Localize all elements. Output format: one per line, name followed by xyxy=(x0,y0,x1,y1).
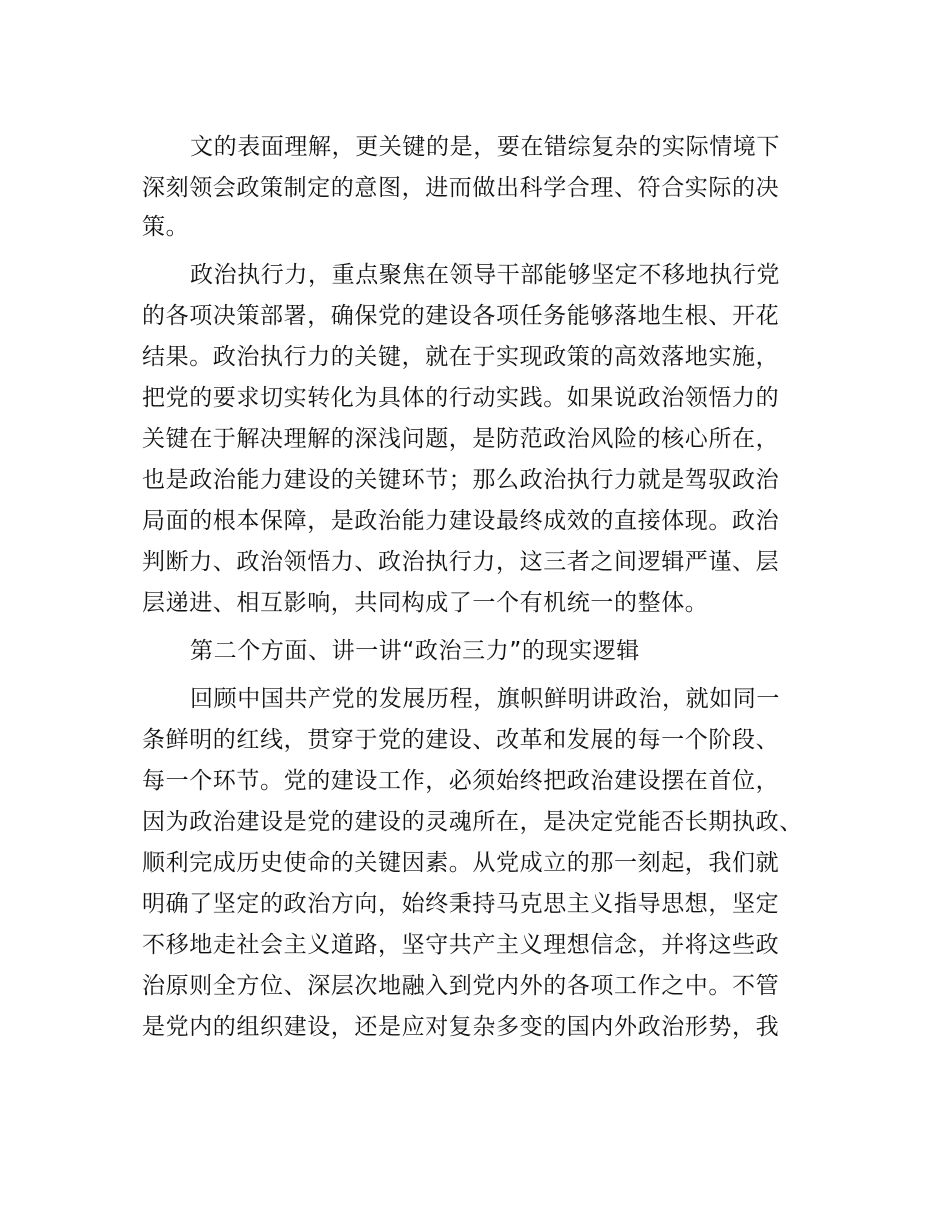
paragraph-1-line-2: 深刻领会政策制定的意图，进而做出科学合理、符合实际的决 xyxy=(142,175,780,201)
paragraph-2-line-2: 的各项决策部署，确保党的建设各项任务能够落地生根、开花 xyxy=(142,303,780,329)
paragraph-1-line-3: 策。 xyxy=(142,214,190,240)
section-heading: 第二个方面、讲一讲“政治三力”的现实逻辑 xyxy=(190,638,640,664)
paragraph-3-line-2: 条鲜明的红线，贯穿于党的建设、改革和发展的每一个阶段、 xyxy=(142,727,780,753)
paragraph-3-line-3: 每一个环节。党的建设工作，必须始终把政治建设摆在首位， xyxy=(142,768,780,794)
paragraph-3-line-4: 因为政治建设是党的建设的灵魂所在，是决定党能否长期执政、 xyxy=(142,809,803,835)
paragraph-2-line-7: 局面的根本保障，是政治能力建设最终成效的直接体现。政治 xyxy=(142,508,780,534)
paragraph-3-line-9: 是党内的组织建设，还是应对复杂多变的国内外政治形势，我 xyxy=(142,1014,780,1040)
paragraph-2-line-9: 层递进、相互影响，共同构成了一个有机统一的整体。 xyxy=(142,590,709,616)
paragraph-3-line-5: 顺利完成历史使命的关键因素。从党成立的那一刻起，我们就 xyxy=(142,850,780,876)
paragraph-3-line-1: 回顾中国共产党的发展历程，旗帜鲜明讲政治，就如同一 xyxy=(190,686,780,712)
paragraph-3-line-8: 治原则全方位、深层次地融入到党内外的各项工作之中。不管 xyxy=(142,973,780,999)
paragraph-2-line-3: 结果。政治执行力的关键，就在于实现政策的高效落地实施， xyxy=(142,344,780,370)
paragraph-2-line-4: 把党的要求切实转化为具体的行动实践。如果说政治领悟力的 xyxy=(142,385,780,411)
paragraph-2-line-1: 政治执行力，重点聚焦在领导干部能够坚定不移地执行党 xyxy=(190,262,780,288)
paragraph-2-line-6: 也是政治能力建设的关键环节；那么政治执行力就是驾驭政治 xyxy=(142,467,780,493)
paragraph-3-line-7: 不移地走社会主义道路，坚守共产主义理想信念，并将这些政 xyxy=(142,932,780,958)
paragraph-3-line-6: 明确了坚定的政治方向，始终秉持马克思主义指导思想，坚定 xyxy=(142,891,780,917)
paragraph-1-line-1: 文的表面理解，更关键的是，要在错综复杂的实际情境下 xyxy=(190,134,780,160)
paragraph-2-line-5: 关键在于解决理解的深浅问题，是防范政治风险的核心所在， xyxy=(142,426,780,452)
paragraph-2-line-8: 判断力、政治领悟力、政治执行力，这三者之间逻辑严谨、层 xyxy=(142,549,780,575)
